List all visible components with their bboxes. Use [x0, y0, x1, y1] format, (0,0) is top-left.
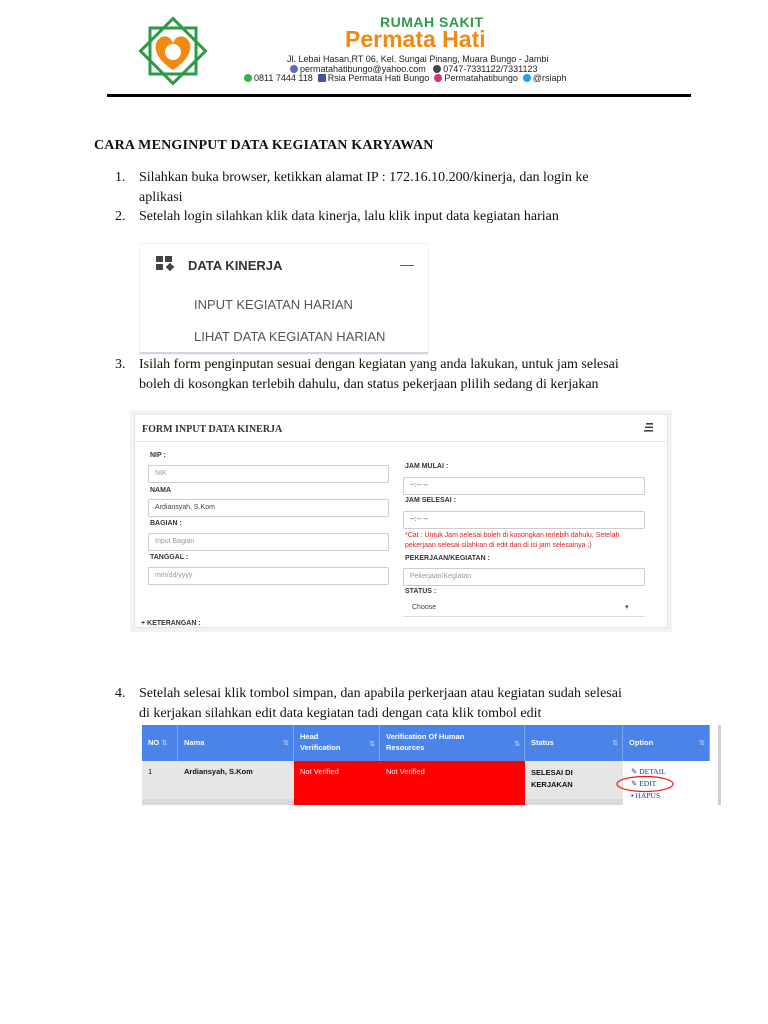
- cell-head-verification: Not Verified: [294, 761, 380, 805]
- sort-icon[interactable]: ⇅: [161, 740, 168, 747]
- chevron-down-icon: ▾: [625, 604, 629, 611]
- sort-icon[interactable]: ⇅: [369, 741, 375, 748]
- hospital-logo: [134, 12, 212, 90]
- hospital-facebook: Rsia Permata Hati Bungo: [327, 73, 430, 83]
- hospital-twitter: @rsiaph: [532, 73, 567, 83]
- col-header-nama-label: Nama: [184, 738, 205, 747]
- tanggal-input[interactable]: mm/dd/yyyy: [148, 567, 389, 585]
- hospital-whatsapp: 0811 7444 118: [254, 73, 313, 83]
- cell-hr-verification: Not Verified: [380, 761, 525, 805]
- status-select[interactable]: [403, 600, 645, 617]
- twitter-icon: [523, 74, 531, 82]
- trash-icon: ▪: [631, 791, 634, 800]
- col-header-head-line-1: Head: [300, 732, 319, 741]
- detail-label: DETAIL: [639, 767, 666, 776]
- email-icon: [290, 65, 298, 73]
- step-1-line-1: Silahkan buka browser, ketikkan alamat IP : 172.16.10.200/kinerja, dan login ke: [139, 170, 589, 185]
- sort-icon[interactable]: ⇅: [612, 740, 618, 747]
- step-3-number: 3.: [115, 357, 126, 372]
- form-title: FORM INPUT DATA KINERJA: [142, 424, 283, 435]
- step-1-number: 1.: [115, 170, 126, 185]
- col-header-hr-line-1: Verification Of Human: [386, 732, 465, 741]
- hospital-address: Jl. Lebai Hasan,RT 06, Kel. Sungai Pinang, Muara Bungo - Jambi: [287, 54, 549, 64]
- step-4-number: 4.: [115, 686, 126, 701]
- jam-selesai-label: JAM SELESAI :: [405, 497, 456, 504]
- nip-input[interactable]: NIK: [148, 465, 389, 483]
- step-4-line-1: Setelah selesai klik tombol simpan, dan apabila perkerjaan atau kegiatan sudah selesai: [139, 686, 622, 701]
- cell-options: [623, 761, 710, 805]
- cell-status: [525, 761, 623, 799]
- bagian-label: BAGIAN :: [150, 520, 182, 527]
- tanggal-label: TANGGAL :: [150, 554, 189, 561]
- form-header-divider: [135, 441, 667, 442]
- hapus-label: HAPUS: [635, 791, 661, 800]
- letterhead-divider: [107, 94, 691, 97]
- jam-selesai-note-2: pekerjaan selesai silahkan di edit dan di isi jam selesainya ;): [405, 542, 592, 549]
- hospital-name: Permata Hati: [345, 26, 486, 52]
- status-selected-value: Choose: [412, 604, 437, 611]
- hospital-email: permatahatibungo@yahoo.com: [300, 64, 426, 74]
- sort-icon[interactable]: ⇅: [699, 740, 705, 747]
- cell-no: 1: [142, 761, 178, 799]
- step-2-line-1: Setelah login silahkan klik data kinerja, lalu klik input data kegiatan harian: [139, 209, 559, 224]
- nama-label: NAMA: [150, 487, 171, 494]
- jam-selesai-input[interactable]: --:-- --: [403, 511, 645, 529]
- keterangan-label[interactable]: + KETERANGAN :: [141, 620, 201, 627]
- step-1-line-2: aplikasi: [139, 190, 183, 205]
- col-header-status-label: Status: [531, 738, 554, 747]
- dashboard-icon: [156, 256, 176, 272]
- col-header-hr-line-2: Resources: [386, 743, 425, 752]
- col-header-option-label: Option: [629, 738, 654, 747]
- nama-input[interactable]: Ardiansyah, S.Kom: [148, 499, 389, 517]
- col-header-hr-verification[interactable]: [380, 725, 525, 761]
- col-header-no-label: NO: [148, 738, 160, 747]
- bagian-input[interactable]: Input Bagian: [148, 533, 389, 551]
- hospital-instagram: Permatahatibungo: [444, 73, 518, 83]
- pin-icon: ✎: [631, 767, 638, 776]
- menu-bars-icon[interactable]: [644, 423, 653, 432]
- pencil-icon: ✎: [631, 779, 638, 788]
- table-row-2-status-partial: [525, 799, 623, 805]
- facebook-icon: [318, 74, 326, 82]
- form-screenshot: [134, 414, 668, 628]
- menu-data-kinerja[interactable]: DATA KINERJA: [188, 258, 283, 273]
- step-3-line-2: boleh di kosongkan terlebih dahulu, dan status pekerjaan plilih sedang di kerjakan: [139, 377, 599, 392]
- edit-label: EDIT: [639, 779, 657, 788]
- col-header-head-verification[interactable]: [294, 725, 380, 761]
- hospital-kind: RUMAH SAKIT: [380, 14, 484, 30]
- table-row-2-partial: [142, 799, 294, 805]
- cell-status-line-2: KERJAKAN: [531, 780, 573, 789]
- collapse-icon[interactable]: —: [400, 256, 414, 272]
- col-header-no[interactable]: [142, 725, 178, 761]
- col-header-nama[interactable]: [178, 725, 294, 761]
- cell-nama: Ardiansyah, S.Kom: [178, 761, 294, 799]
- status-label: STATUS :: [405, 588, 437, 595]
- step-4-line-2: di kerjakan silahkan edit data kegiatan tadi dengan cata klik tombol edit: [139, 706, 542, 721]
- hapus-link[interactable]: [631, 791, 660, 800]
- menu-lihat-data-kegiatan-harian[interactable]: LIHAT DATA KEGIATAN HARIAN: [194, 329, 386, 344]
- whatsapp-icon: [244, 74, 252, 82]
- col-header-status[interactable]: [525, 725, 623, 761]
- phone-icon: [433, 65, 441, 73]
- document-title: CARA MENGINPUT DATA KEGIATAN KARYAWAN: [94, 138, 434, 153]
- pekerjaan-label: PEKERJAAN/KEGIATAN :: [405, 555, 490, 562]
- hospital-phone: 0747-7331122/7331123: [443, 64, 538, 74]
- col-header-head-line-2: Verification: [300, 743, 341, 752]
- nip-label: NIP :: [150, 452, 166, 459]
- cell-status-line-1: SELESAI DI: [531, 768, 573, 777]
- sort-icon[interactable]: ⇅: [514, 741, 520, 748]
- col-header-option[interactable]: [623, 725, 710, 761]
- step-2-number: 2.: [115, 209, 126, 224]
- table-scrollbar[interactable]: [718, 725, 721, 805]
- sort-icon[interactable]: ⇅: [283, 740, 289, 747]
- pekerjaan-input[interactable]: Pekerjaan/Kegiatan: [403, 568, 645, 586]
- table-screenshot: [142, 725, 722, 805]
- jam-selesai-note-1: *Cat : Untuk Jam selesai boleh di kosongkan terlebih dahulu, Setelah: [405, 532, 620, 539]
- jam-mulai-input[interactable]: --:-- --: [403, 477, 645, 495]
- jam-mulai-label: JAM MULAI :: [405, 463, 449, 470]
- instagram-icon: [434, 74, 442, 82]
- menu-input-kegiatan-harian[interactable]: INPUT KEGIATAN HARIAN: [194, 297, 353, 312]
- step-3-line-1: Isilah form penginputan sesuai dengan kegiatan yang anda lakukan, untuk jam selesai: [139, 357, 619, 372]
- contact-line-2: [244, 73, 567, 83]
